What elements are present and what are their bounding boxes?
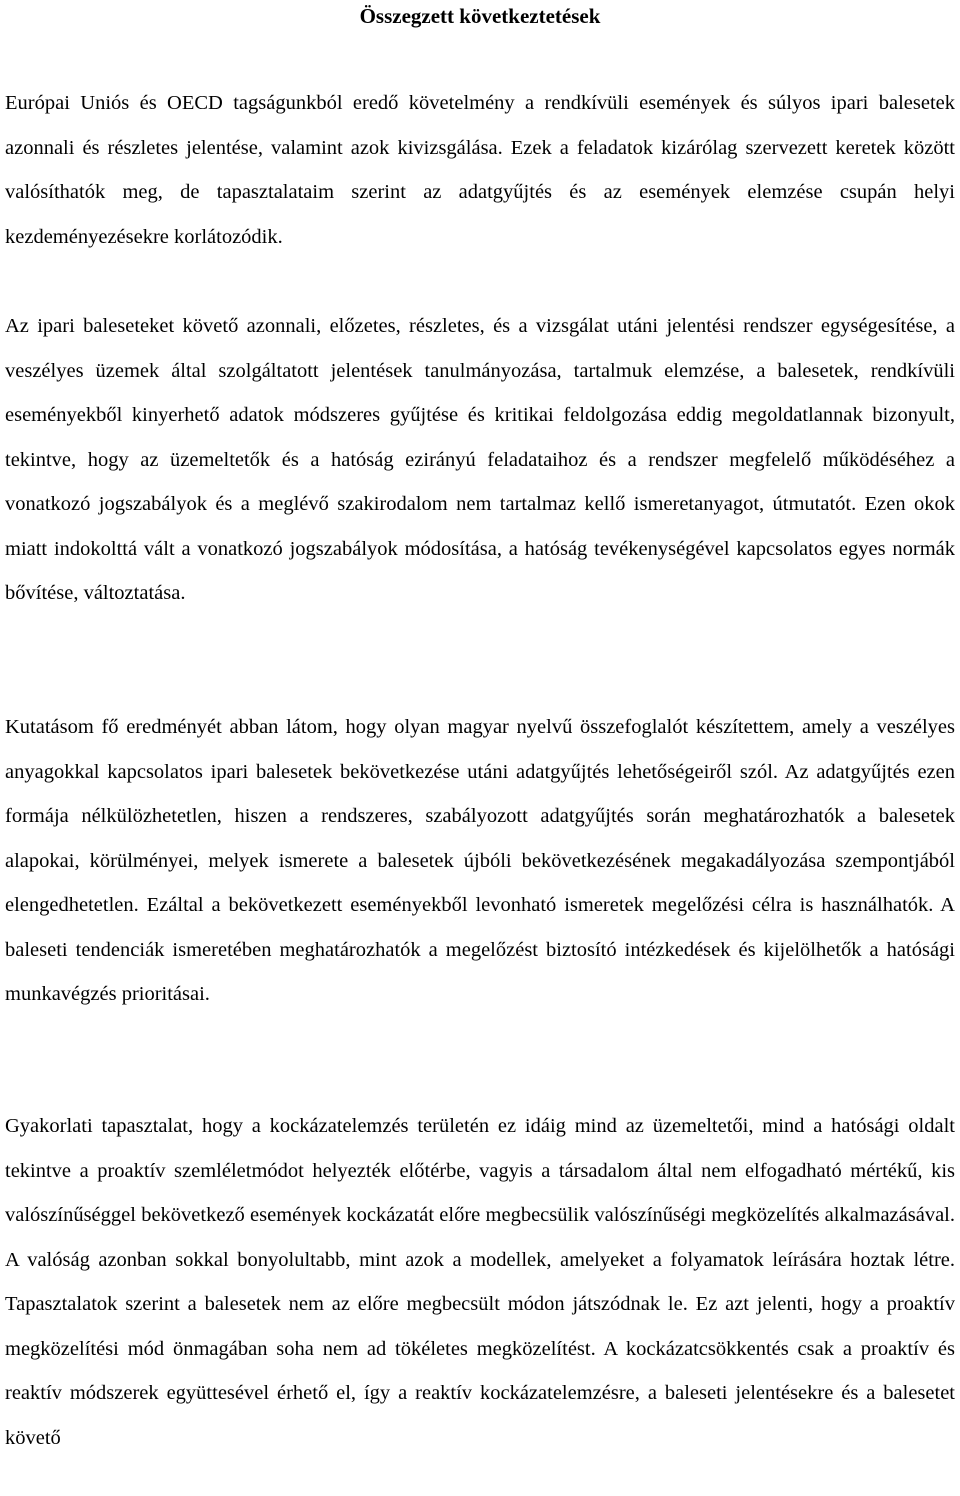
document-page: [5, 0, 955, 1449]
paragraph-research-result: Kutatásom fő eredményét abban látom, hogy olyan magyar nyelvű összefoglalót készítettem, amely a veszélyes anyagokkal kapcsolatos ipari balesetek bekövetkezése utáni adatgyűjtés lehetőségeiről szól. Az adatgyűjtés ezen formája nélkülözhetetlen, hiszen a rendszeres, szabályozott adatgyűjtés során meghatározhatók a balesetek alapokai, körülményei, melyek ismerete a balesetek újbóli bekövetkezésének megakadályozása szempontjából elengedhetetlen. Ezáltal a bekövetkezett eseményekből levonható ismeretek megelőzési célra is használhatók. A baleseti tendenciák ismeretében meghatározhatók a megelőzést biztosító intézkedések és kijelölhetők a hatósági munkavégzés prioritásai.: [5, 716, 955, 1005]
paragraph-risk-analysis: Gyakorlati tapasztalat, hogy a kockázatelemzés területén ez idáig mind az üzemeltetői, mind a hatósági oldalt tekintve a proaktív szemléletmódot helyezték előtérbe, vagyis a társadalom által nem elfogadható mértékű, kis valószínűséggel bekövetkező események kockázatát előre megbecsülik valószínűségi megközelítés alkalmazásával. A valóság azonban sokkal bonyolultabb, mint azok a modellek, amelyeket a folyamatok leírására hoztak létre. Tapasztalatok szerint a balesetek nem az előre megbecsült módon játszódnak le. Ez azt jelenti, hogy a proaktív megközelítési mód önmagában soha nem ad tökéletes megközelítést. A kockázatcsökkentés csak a proaktív és reaktív módszerek együttesével érhető el, így a reaktív kockázatelemzésre, a baleseti jelentésekre és a balesetet követő: [5, 1115, 955, 1449]
paragraph-reporting-system: Az ipari baleseteket követő azonnali, előzetes, részletes, és a vizsgálat utáni jelentési rendszer egységesítése, a veszélyes üzemek által szolgáltatott jelentések tanulmányozása, tartalmuk elemzése, a balesetek, rendkívüli eseményekből kinyerhető adatok módszeres gyűjtése és kritikai feldolgozása eddig megoldatlannak bizonyult, tekintve, hogy az üzemeltetők és a hatóság ezirányú feladataihoz és a rendszer megfelelő működéséhez a vonatkozó jogszabályok és a meglévő szakirodalom nem tartalmaz kellő ismeretanyagot, útmutatót. Ezen okok miatt indokolttá vált a vonatkozó jogszabályok módosítása, a hatóság tevékenységével kapcsolatos egyes normák bővítése, változtatása.: [5, 315, 955, 604]
paragraph-eu-oecd-requirements: Európai Uniós és OECD tagságunkból eredő követelmény a rendkívüli események és súlyos ipari balesetek azonnali és részletes jelentése, valamint azok kivizsgálása. Ezek a feladatok kizárólag szervezett keretek között valósíthatók meg, de tapasztalataim szerint az adatgyűjtés és az események elemzése csupán helyi kezdeményezésekre korlátozódik.: [5, 92, 955, 248]
page-title: Összegzett következtetések: [359, 4, 601, 28]
